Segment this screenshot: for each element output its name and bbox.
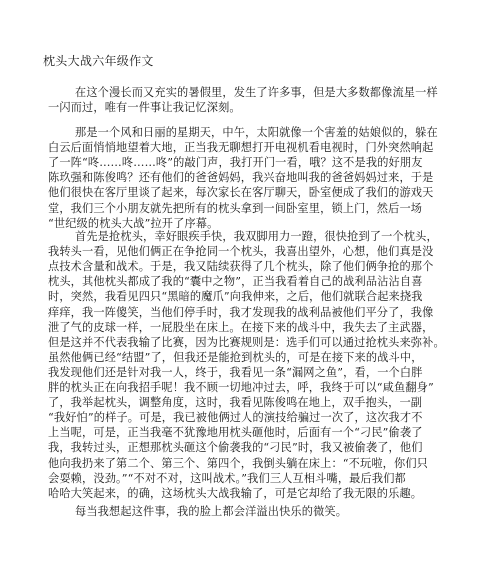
paragraph-line: 我发现他们还是针对我一人，终于，我看见一条“漏网之鱼”，看，一个白胖 (48, 365, 423, 379)
paragraph-line: 枕头，其他枕头都成了我的“囊中之物”，正当我看着自己的战利品沾沾自喜 (48, 275, 423, 289)
paragraph-first-line: 在这个漫长而又充实的暑假里，发生了许多事，但是大多数都像流星一样 (75, 86, 438, 99)
paragraph-line: 上当呢，可是，正当我毫不犹豫地用枕头砸他时，后面有一个“刁民”偷袭了 (48, 426, 423, 440)
paragraph-line: “我好怕”的样子。可是，我已被他俩过人的演技给骗过一次了，这次我才不 (48, 411, 423, 425)
paragraph-line: 他们很快在客厅里谈了起来，每次家长在客厅聊天，卧室便成了我们的游戏天 (48, 186, 434, 200)
paragraph-line: 虽然他俩已经“结盟”了，但我还是能抢到枕头的，可是在接下来的战斗中， (48, 350, 423, 364)
paragraph-line: 他向我扔来了第二个、第三个、第四个，我倒头躺在床上：“不玩啦，你们只 (48, 456, 429, 470)
paragraph-line: 泄了气的皮球一样，一屁股坐在床上。在接下来的战斗中，我失去了主武器， (48, 320, 434, 334)
paragraph-line: 我，我转过头，正想那枕头砸这个偷袭我的“刁民”时，我又被偷袭了，他们 (48, 441, 423, 455)
paragraph-line: 我转头一看，见他们俩正在争抢同一个枕头，我喜出望外，心想，他们真是没 (48, 245, 434, 259)
paragraph-line: 时，突然，我看见四只“黑暗的魔爪”向我伸来，之后，他们就联合起来挠我 (48, 290, 423, 304)
paragraph-first-line: 那是一个风和日丽的星期天，中午，太阳就像一个害羞的姑娘似的，躲在 (75, 126, 438, 139)
paragraph-line: 痒痒，我一阵傻笑，当他们停手时，我才发现我的战利品被他们平分了，我像 (48, 305, 434, 319)
paragraph-line: 点技术含量和战术。于是，我又陆续获得了几个枕头，除了他们俩争抢的那个 (48, 260, 434, 274)
paragraph-line: 会耍赖，没劲。”“不对不对，这叫战术。”我们三人互相斗嘴，最后我们都 (48, 471, 406, 485)
paragraph-line: 陈玖强和陈俊鸣？还有他们的爸爸妈妈，我兴奋地叫我的爸爸妈妈过来，于是 (48, 171, 434, 185)
paragraph-line: “世纪级的枕头大战”拉开了序幕。 (48, 216, 219, 230)
paragraph-first-line: 首先是抢枕头，幸好眼疾手快，我双脚用力一蹬，很快抢到了一个枕头， (75, 230, 438, 243)
paragraph-first-line: 每当我想起这件事，我的脸上都会洋溢出快乐的微笑。 (75, 505, 348, 518)
paragraph-line: 了一阵“咚……咚……咚”的敲门声，我打开门一看，哦？这不是我的好朋友 (48, 156, 423, 170)
paragraph-line: 但是这并不代表我输了比赛，因为比赛规则是：选手们可以通过抢枕头来弥补。 (48, 335, 445, 349)
document-title: 枕头大战六年级作文 (43, 54, 154, 68)
paragraph-line: 胖的枕头正在向我招手呢！我不顾一切地冲过去，呼，我终于可以“咸鱼翻身” (48, 381, 434, 394)
paragraph-line: 哈哈大笑起来，的确，这场枕头大战我输了，可是它却给了我无限的乐趣。 (48, 486, 423, 500)
paragraph-line: 白云后面悄悄地望着大地，正当我无聊想打开电视机看电视时，门外突然响起 (48, 141, 434, 155)
paragraph-line: 堂，我们三个小朋友就先把所有的枕头拿到一间卧室里，锁上门，然后一场 (48, 201, 423, 215)
paragraph-line: 一闪而过，唯有一件事让我记忆深刻。 (48, 101, 241, 115)
paragraph-line: 了，我举起枕头，调整角度，这时，我看见陈俊鸣在地上，双手抱头，一副 (48, 396, 423, 410)
